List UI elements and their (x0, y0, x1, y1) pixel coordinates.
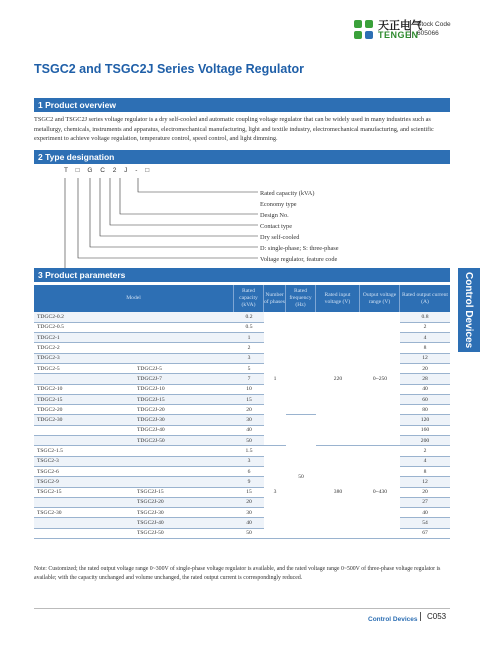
table-cell: 2 (400, 322, 450, 332)
table-row (34, 312, 450, 322)
table-cell: 0.8 (400, 312, 450, 322)
table-cell: 60 (400, 394, 450, 404)
table-cell: 27 (400, 497, 450, 507)
designation-labels (260, 188, 339, 265)
table-cell: 3 (234, 353, 264, 363)
table-cell: 120 (400, 415, 450, 425)
sidebar-label: Control Devices (463, 272, 474, 349)
table-cell: 1 (234, 333, 264, 343)
table-cell: 0.2 (234, 312, 264, 322)
table-cell: 4 (400, 333, 450, 343)
parameters-table (34, 312, 450, 539)
table-cell (286, 312, 316, 415)
table-cell: 0~250 (360, 312, 400, 446)
table-cell: TSGC2-30 (34, 508, 134, 518)
sidebar-tab (458, 268, 480, 352)
table-cell: TDGC2-15 (34, 394, 134, 404)
table-cell (134, 477, 234, 487)
table-cell: 12 (400, 353, 450, 363)
table-cell (34, 528, 134, 538)
table-cell: TSGC2J-15 (134, 487, 234, 497)
note-text: Note: Customized; the rated output voltage range 0~300V of single-phase voltage regulator is available, and the rated voltage range 0~500V of three-phase voltage regulator is available; with the capacity unchanged and volume unchanged, the rated output current is correspondingly reduced. (34, 566, 441, 581)
table-cell: 1.5 (234, 446, 264, 456)
table-cell: TDGC2J-10 (134, 384, 234, 394)
table-cell: TSGC2J-30 (134, 508, 234, 518)
designation-label: Dry self-cooled (260, 234, 300, 241)
table-cell: 8 (400, 466, 450, 476)
table-cell: TSGC2-3 (34, 456, 134, 466)
table-cell: 20 (234, 497, 264, 507)
tengen-logo-mark-icon (354, 20, 374, 40)
brand-cn: 天正电气 (378, 19, 422, 32)
table-cell: 0.5 (234, 322, 264, 332)
table-cell: TSGC2J-40 (134, 518, 234, 528)
table-cell (134, 333, 234, 343)
designation-label: D: single-phase; S: three-phase (260, 245, 339, 252)
table-cell: 160 (400, 425, 450, 435)
section-overview: 1 Product overview (34, 98, 450, 112)
table-cell: 54 (400, 518, 450, 528)
overview-text: TSGC2 and TSGC2J series voltage regulator is a dry self-cooled and automatic coupling voltage regulator that can be widely used in many industries such as metallurgy, chemicals, instruments and apparatus, electromechanical manufacturing, light and textile industry, electromechanical manufacturing, and scientific experiment to achieve voltage regulation, temperature control, speed control, and light dimming. (34, 116, 434, 143)
section-designation: 2 Type designation (34, 150, 450, 164)
table-cell: TDGC2-30 (34, 415, 134, 425)
brand-en: TENGEN (378, 30, 419, 40)
table-cell (134, 322, 234, 332)
table-cell: 9 (234, 477, 264, 487)
table-cell (134, 343, 234, 353)
table-cell: 20 (400, 487, 450, 497)
table-cell: 67 (400, 528, 450, 538)
table-cell: 7 (234, 374, 264, 384)
stock-label: Stock Code (417, 21, 451, 28)
table-cell: TDGC2-10 (34, 384, 134, 394)
table-cell: TDGC2J-15 (134, 394, 234, 404)
th-frequency: Rated frequency (Hz) (286, 285, 316, 312)
designation-lines (60, 176, 280, 276)
designation-code: T □ G C 2 J - □ (64, 167, 153, 174)
table-cell (134, 466, 234, 476)
table-cell: 10 (234, 384, 264, 394)
table-cell (34, 518, 134, 528)
table-cell: TDGC2J-50 (134, 436, 234, 446)
designation-label: Economy type (260, 201, 297, 208)
table-cell: 12 (400, 477, 450, 487)
table-cell: TDGC2-2 (34, 343, 134, 353)
designation-label: Rated capacity (kVA) (260, 190, 315, 197)
table-cell (134, 446, 234, 456)
table-cell: TDGC2-0.5 (34, 322, 134, 332)
table-cell: TDGC2-20 (34, 405, 134, 415)
th-input: Rated input voltage (V) (316, 285, 360, 312)
table-cell: 200 (400, 436, 450, 446)
stock-code-block (410, 20, 451, 38)
table-cell: TSGC2-6 (34, 466, 134, 476)
page-title: TSGC2 and TSGC2J Series Voltage Regulator (34, 62, 304, 76)
table-cell (134, 456, 234, 466)
footer-divider (34, 608, 450, 609)
table-cell: 40 (234, 425, 264, 435)
th-output: Output voltage range (V) (360, 285, 400, 312)
table-cell: 30 (234, 415, 264, 425)
stock-code: 605066 (417, 30, 439, 37)
table-cell: 3 (264, 446, 286, 539)
table-cell: 15 (234, 487, 264, 497)
table-cell: TDGC2J-40 (134, 425, 234, 435)
table-cell: 0~430 (360, 446, 400, 539)
table-cell: 380 (316, 446, 360, 539)
table-cell: 20 (400, 363, 450, 373)
table-cell (134, 312, 234, 322)
table-cell: 3 (234, 456, 264, 466)
table-cell: TSGC2-15 (34, 487, 134, 497)
table-cell: 40 (400, 508, 450, 518)
table-cell (34, 425, 134, 435)
footer-section: Control Devices (368, 616, 418, 623)
table-cell: 40 (234, 518, 264, 528)
th-phases: Number of phases (264, 285, 286, 312)
table-header (34, 285, 450, 312)
table-cell: 80 (400, 405, 450, 415)
table-cell: 2 (400, 446, 450, 456)
table-cell (34, 497, 134, 507)
table-cell: TDGC2J-20 (134, 405, 234, 415)
designation-label: Voltage regulator, feature code (260, 256, 338, 263)
th-model: Model (34, 285, 234, 312)
th-current: Rated output current (A) (402, 291, 448, 305)
table-cell: 50 (286, 415, 316, 539)
table-cell: TSGC2-9 (34, 477, 134, 487)
table-cell: 28 (400, 374, 450, 384)
table-cell: 50 (234, 436, 264, 446)
table-cell (34, 374, 134, 384)
table-cell: 220 (316, 312, 360, 446)
table-cell: TDGC2-5 (34, 363, 134, 373)
table-cell: TDGC2-3 (34, 353, 134, 363)
table-cell: 2 (234, 343, 264, 353)
table-cell: 1 (264, 312, 286, 446)
table-cell: TDGC2J-5 (134, 363, 234, 373)
table-cell: TSGC2J-50 (134, 528, 234, 538)
table-cell: TDGC2-1 (34, 333, 134, 343)
table-cell: 50 (234, 528, 264, 538)
table-row (34, 446, 450, 456)
table-cell: 40 (400, 384, 450, 394)
table-cell: 20 (234, 405, 264, 415)
table-cell: 6 (234, 466, 264, 476)
table-cell: TDGC2J-30 (134, 415, 234, 425)
table-cell: TDGC2J-7 (134, 374, 234, 384)
table-cell: TDGC2-0.2 (34, 312, 134, 322)
th-capacity: Rated capacity (kVA) (234, 285, 264, 312)
table-cell: 4 (400, 456, 450, 466)
table-cell: TSGC2-1.5 (34, 446, 134, 456)
page-number: C053 (420, 612, 446, 621)
table-cell (134, 353, 234, 363)
table-cell: 8 (400, 343, 450, 353)
section-parameters: 3 Product parameters (34, 268, 450, 282)
table-cell: 30 (234, 508, 264, 518)
table-cell (34, 436, 134, 446)
table-cell: 15 (234, 394, 264, 404)
table-cell: 5 (234, 363, 264, 373)
designation-label: Contact type (260, 223, 293, 230)
table-cell: TSGC2J-20 (134, 497, 234, 507)
designation-label: Design No. (260, 212, 289, 219)
